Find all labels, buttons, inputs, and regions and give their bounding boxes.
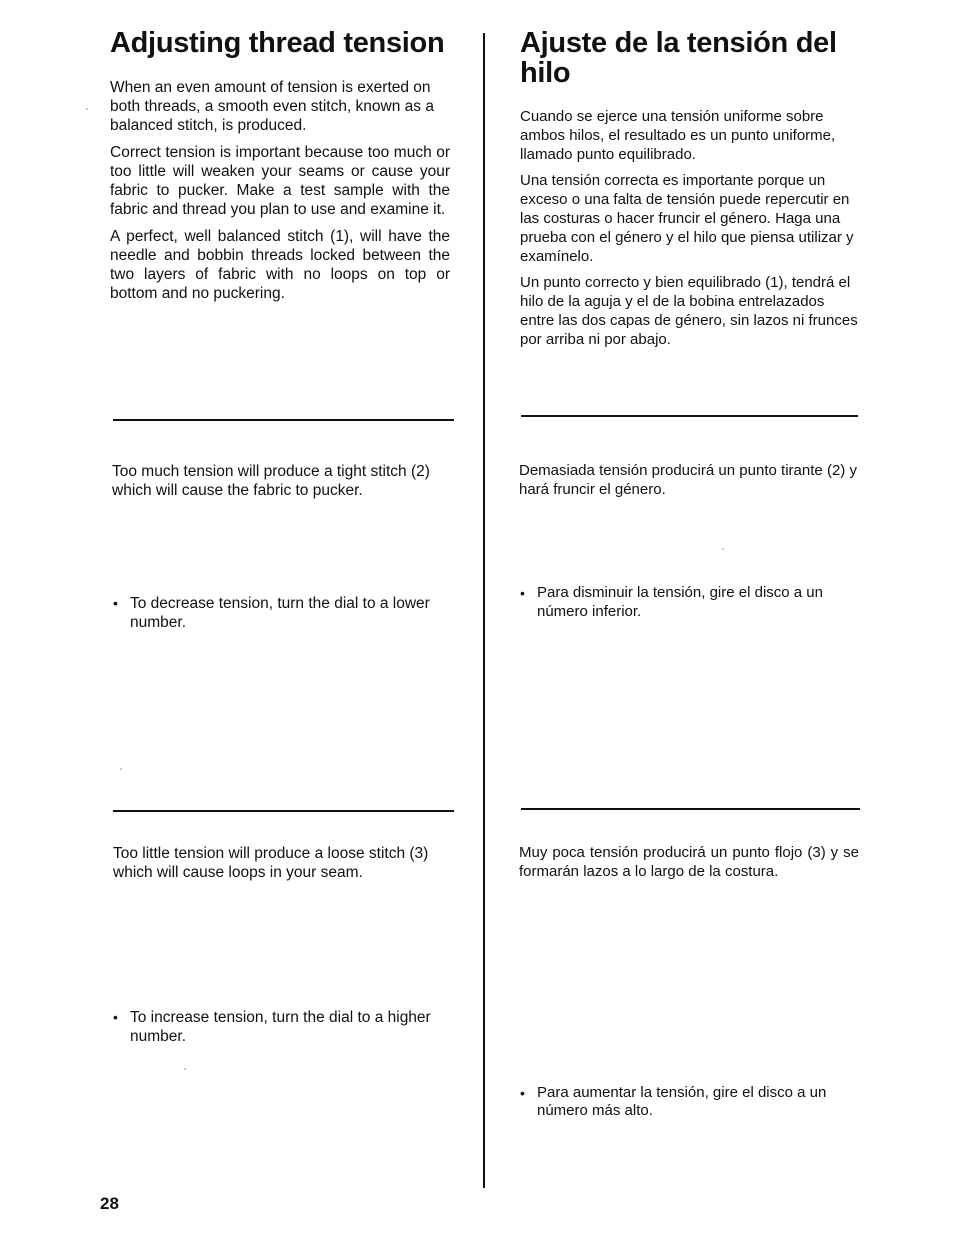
column-divider — [483, 33, 485, 1188]
scan-speck — [722, 548, 724, 550]
spanish-decrease-bullet: • Para disminuir la tensión, gire el disco a un número inferior. — [519, 584, 857, 622]
english-increase-bullet: • To increase tension, turn the dial to a higher number. — [112, 1008, 454, 1046]
scan-speck — [120, 768, 122, 770]
scan-speck — [86, 108, 88, 110]
spanish-intro-paragraph-1: Cuando se ejerce una tensión uniforme sobre ambos hilos, el resultado es un punto uniforme, llamado punto equilibrado. — [520, 108, 836, 163]
spanish-too-much-text: Demasiada tensión producirá un punto tirante (2) y hará fruncir el género. — [519, 462, 857, 498]
spanish-intro-paragraph-2: Una tensión correcta es importante porque un exceso o una falta de tensión puede repercutir en las costuras o hacer fruncir el género. Haga una prueba con el género y el hilo que piensa utilizar y examínelo. — [520, 172, 854, 265]
spanish-divider-1 — [521, 415, 858, 417]
spanish-title: Ajuste de la tensión del hilo — [520, 27, 837, 89]
english-intro — [110, 78, 450, 311]
english-intro-paragraph-3: A perfect, well balanced stitch (1), will have the needle and bobbin threads locked between the two layers of fabric with no loops on top or bottom and no puckering. — [110, 228, 450, 302]
spanish-intro — [520, 108, 860, 358]
spanish-intro-paragraph-3: Un punto correcto y bien equilibrado (1), tendrá el hilo de la aguja y el de la bobina entrelazados entre las dos capas de género, sin lazos ni frunces por arriba ni por abajo. — [520, 274, 858, 348]
english-decrease-bullet: • To decrease tension, turn the dial to a lower number. — [112, 594, 454, 632]
spanish-too-little-text: Muy poca tensión producirá un punto flojo (3) y se formarán lazos a lo largo de la costura. — [519, 844, 859, 880]
english-divider-2 — [113, 810, 454, 812]
spanish-divider-2 — [521, 808, 860, 810]
english-divider-1 — [113, 419, 454, 421]
english-too-much-text: Too much tension will produce a tight stitch (2) which will cause the fabric to pucker. — [112, 463, 430, 499]
page-number: 28 — [100, 1194, 119, 1213]
scan-speck — [184, 1068, 186, 1070]
english-too-little-text: Too little tension will produce a loose stitch (3) which will cause loops in your seam. — [113, 845, 429, 881]
spanish-increase-bullet: • Para aumentar la tensión, gire el disco a un número más alto. — [519, 1084, 857, 1122]
english-intro-paragraph-1: When an even amount of tension is exerted on both threads, a smooth even stitch, known as a balanced stitch, is produced. — [110, 79, 434, 134]
english-title: Adjusting thread tension — [110, 27, 445, 59]
english-intro-paragraph-2: Correct tension is important because too much or too little will weaken your seams or cause your fabric to pucker. Make a test sample with the fabric and thread you plan to use and examine it. — [110, 144, 450, 218]
